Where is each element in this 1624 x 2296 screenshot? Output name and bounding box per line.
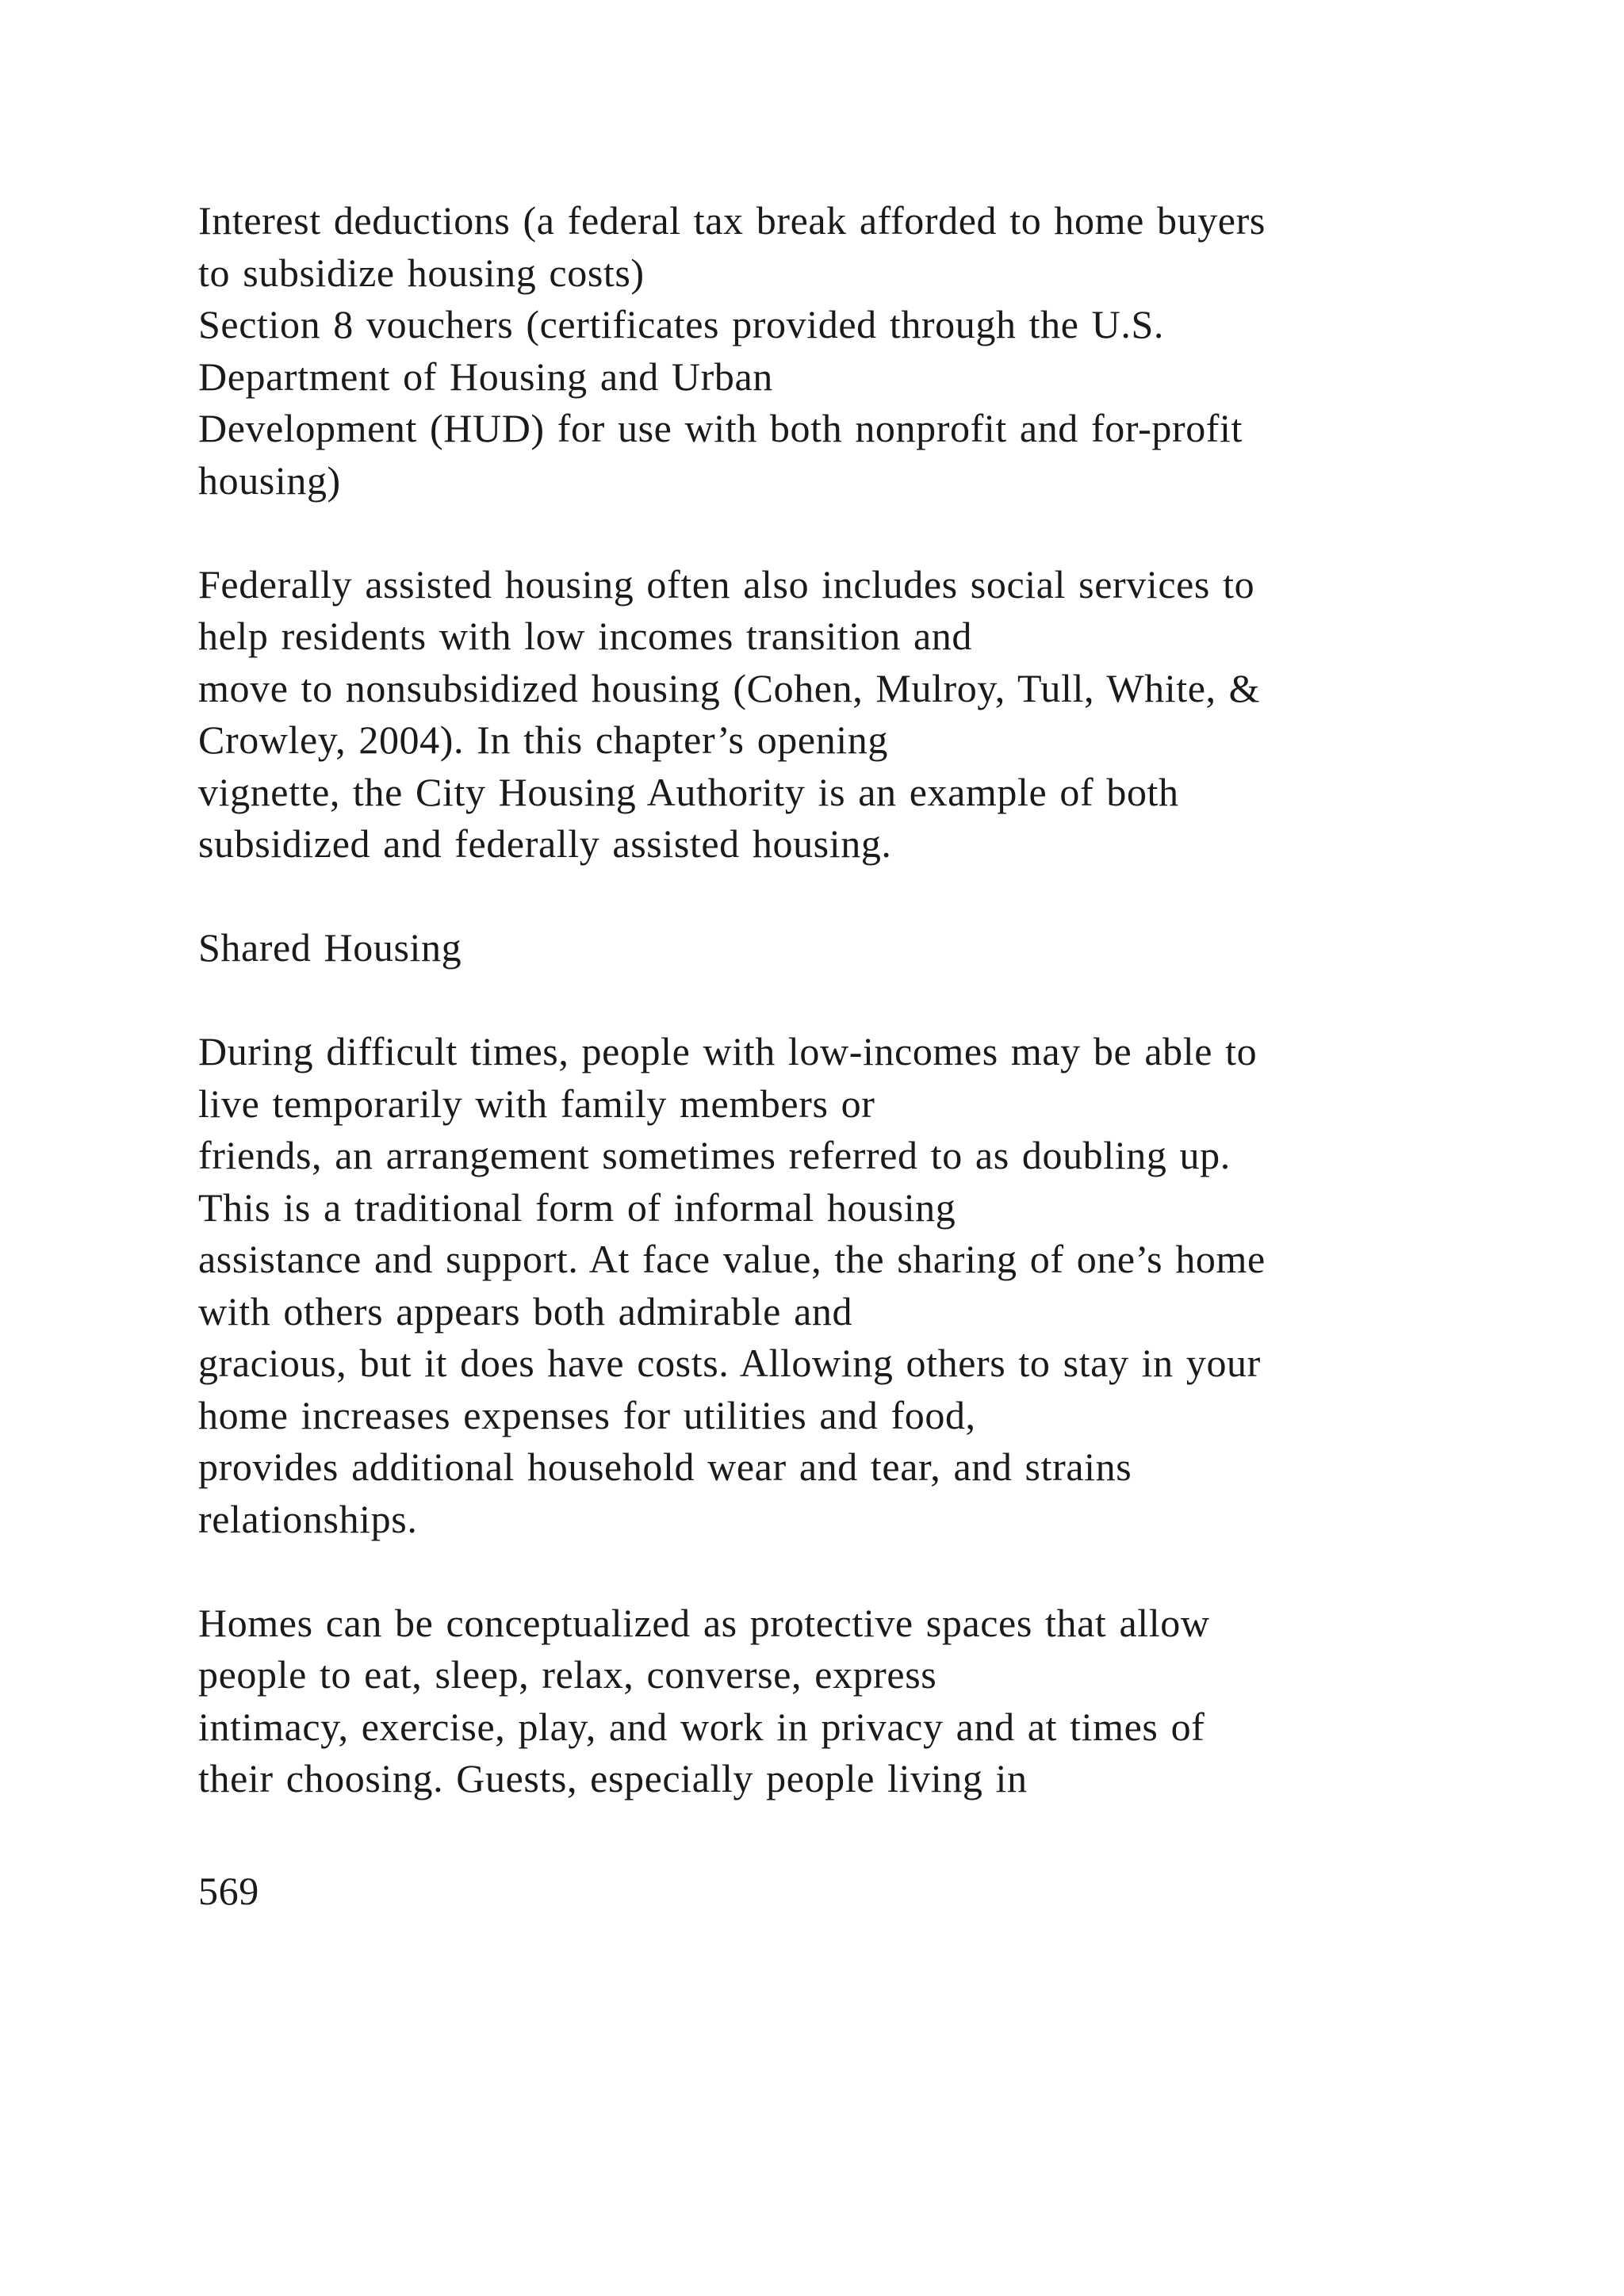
text-line: with others appears both admirable and — [198, 1288, 853, 1334]
text-line: Department of Housing and Urban — [198, 354, 773, 399]
body-text — [198, 195, 1435, 1805]
text-line: their choosing. Guests, especially people living in — [198, 1756, 1028, 1800]
text-line: This is a traditional form of informal housing — [198, 1184, 956, 1230]
section-heading: Shared Housing — [198, 925, 462, 970]
paragraph-gap — [198, 974, 1435, 1027]
paragraph-gap — [198, 1545, 1435, 1598]
paragraph-gap — [198, 871, 1435, 923]
text-line: Federally assisted housing often also includes social services to — [198, 561, 1255, 607]
text-line: Development (HUD) for use with both nonprofit and for-profit — [198, 406, 1243, 450]
text-line: friends, an arrangement sometimes referred to as doubling up. — [198, 1133, 1231, 1177]
text-line: housing) — [198, 457, 341, 503]
text-line: Section 8 vouchers (certificates provided through the U.S. — [198, 302, 1164, 346]
text-line: provides additional household wear and tear, and strains — [198, 1445, 1132, 1489]
text-line: help residents with low incomes transition and — [198, 614, 972, 658]
text-line: assistance and support. At face value, the sharing of one’s home — [198, 1237, 1266, 1281]
text-line: gracious, but it does have costs. Allowing others to stay in your — [198, 1341, 1261, 1385]
text-line: Interest deductions (a federal tax break afforded to home buyers — [198, 198, 1266, 243]
text-line: people to eat, sleep, relax, converse, express — [198, 1652, 937, 1697]
text-line: relationships. — [198, 1496, 418, 1541]
text-line: Crowley, 2004). In this chapter’s opening — [198, 718, 888, 762]
text-line: subsidized and federally assisted housing. — [198, 821, 892, 866]
text-line: vignette, the City Housing Authority is an example of both — [198, 769, 1179, 814]
text-line: move to nonsubsidized housing (Cohen, Mulroy, Tull, White, & — [198, 665, 1261, 710]
text-line: intimacy, exercise, play, and work in privacy and at times of — [198, 1704, 1205, 1749]
paragraph-gap — [198, 507, 1435, 559]
text-line: During difficult times, people with low-incomes may be able to — [198, 1029, 1258, 1073]
text-line: home increases expenses for utilities and food, — [198, 1392, 976, 1437]
text-line: live temporarily with family members or — [198, 1081, 875, 1126]
text-line: to subsidize housing costs) — [198, 250, 645, 295]
page-number: 569 — [198, 1869, 259, 1913]
text-line: Homes can be conceptualized as protective spaces that allow — [198, 1600, 1210, 1645]
